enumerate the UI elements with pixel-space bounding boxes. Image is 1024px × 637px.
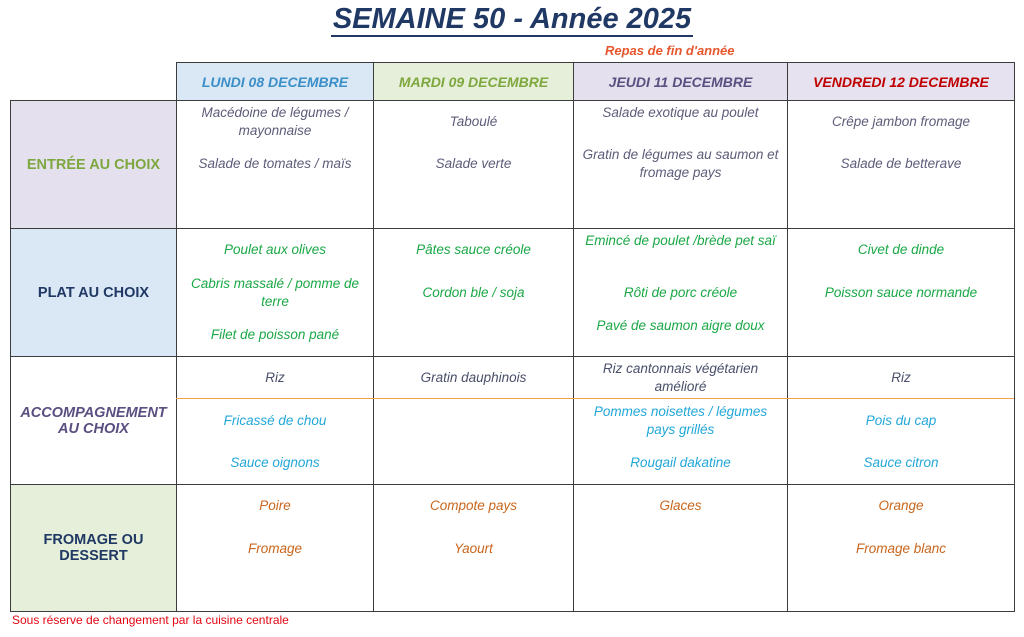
menu-item: Poulet aux olives	[223, 242, 327, 257]
menu-item: Salade verte	[435, 156, 512, 171]
row-header-label: ENTRÉE AU CHOIX	[26, 156, 161, 173]
menu-item: Sauce citron	[863, 455, 939, 470]
menu-item: Riz	[891, 370, 911, 385]
menu-item: Riz cantonnais végétarien amélioré	[602, 361, 759, 394]
menu-cell	[573, 356, 788, 485]
menu-cell	[176, 484, 374, 612]
menu-item: Poire	[259, 498, 291, 513]
menu-cell	[373, 356, 574, 485]
row-header	[10, 484, 177, 612]
menu-item: Fromage blanc	[855, 541, 947, 556]
page-title-text: SEMAINE 50 - Année 2025	[332, 3, 692, 35]
menu-cell	[787, 228, 1015, 357]
menu-item: Civet de dinde	[857, 242, 945, 257]
menu-item: Salade de betterave	[840, 156, 962, 171]
menu-item: Fromage	[247, 541, 303, 556]
row-header-label: ACCOMPAGNEMENT AU CHOIX	[20, 404, 167, 437]
row-header	[10, 100, 177, 229]
menu-item: Salade de tomates / maïs	[198, 156, 352, 171]
menu-item: Yaourt	[454, 541, 493, 556]
menu-item: Rougail dakatine	[630, 455, 731, 470]
menu-item: Orange	[878, 498, 924, 513]
menu-cell	[373, 484, 574, 612]
menu-item: Poisson sauce normande	[824, 285, 978, 300]
menu-item: Crêpe jambon fromage	[831, 114, 971, 129]
menu-item: Compote pays	[429, 498, 518, 513]
menu-cell	[787, 356, 1015, 485]
row-header-label: PLAT AU CHOIX	[37, 284, 150, 301]
menu-cell	[573, 100, 788, 229]
separator-line	[787, 398, 1014, 399]
menu-cell	[176, 356, 374, 485]
menu-item: Macédoine de légumes / mayonnaise	[201, 105, 349, 138]
menu-item: Riz	[265, 370, 285, 385]
menu-item: Rôti de porc créole	[623, 285, 738, 300]
day-header: LUNDI 08 DECEMBRE	[176, 62, 374, 101]
menu-cell	[787, 484, 1015, 612]
menu-cell	[573, 484, 788, 612]
footer-note: Sous réserve de changement par la cuisine centrale	[12, 613, 289, 627]
row-header	[10, 228, 177, 357]
menu-item: Fricassé de chou	[223, 413, 327, 428]
page-title	[0, 2, 1024, 36]
menu-item: Cabris massalé / pomme de terre	[190, 276, 360, 309]
menu-cell	[176, 100, 374, 229]
menu-item: Pois du cap	[865, 413, 937, 428]
menu-item: Gratin de légumes au saumon et fromage pays	[582, 147, 779, 180]
menu-item: Taboulé	[449, 114, 498, 129]
menu-cell	[373, 228, 574, 357]
menu-item: Sauce oignons	[230, 455, 320, 470]
menu-item: Gratin dauphinois	[420, 370, 527, 385]
menu-item: Pavé de saumon aigre doux	[596, 318, 765, 333]
menu-item: Pâtes sauce créole	[416, 242, 531, 257]
menu-item: Cordon ble / soja	[422, 285, 525, 300]
special-meal-note: Repas de fin d'année	[605, 43, 735, 58]
menu-cell	[573, 228, 788, 357]
day-header: VENDREDI 12 DECEMBRE	[787, 62, 1015, 101]
separator-line	[373, 398, 573, 399]
menu-item: Filet de poisson pané	[210, 327, 340, 342]
row-header-label: FROMAGE OU DESSERT	[43, 532, 144, 564]
separator-line	[573, 398, 787, 399]
day-header: JEUDI 11 DECEMBRE	[573, 62, 788, 101]
row-header	[10, 356, 177, 485]
menu-cell	[373, 100, 574, 229]
menu-item: Salade exotique au poulet	[602, 105, 759, 120]
day-header: MARDI 09 DECEMBRE	[373, 62, 574, 101]
menu-item: Pommes noisettes / légumes pays grillés	[593, 404, 768, 437]
menu-cell	[176, 228, 374, 357]
menu-item: Emincé de poulet /brède pet saï	[585, 233, 776, 248]
menu-item: Glaces	[659, 498, 702, 513]
separator-line	[176, 398, 373, 399]
menu-cell	[787, 100, 1015, 229]
